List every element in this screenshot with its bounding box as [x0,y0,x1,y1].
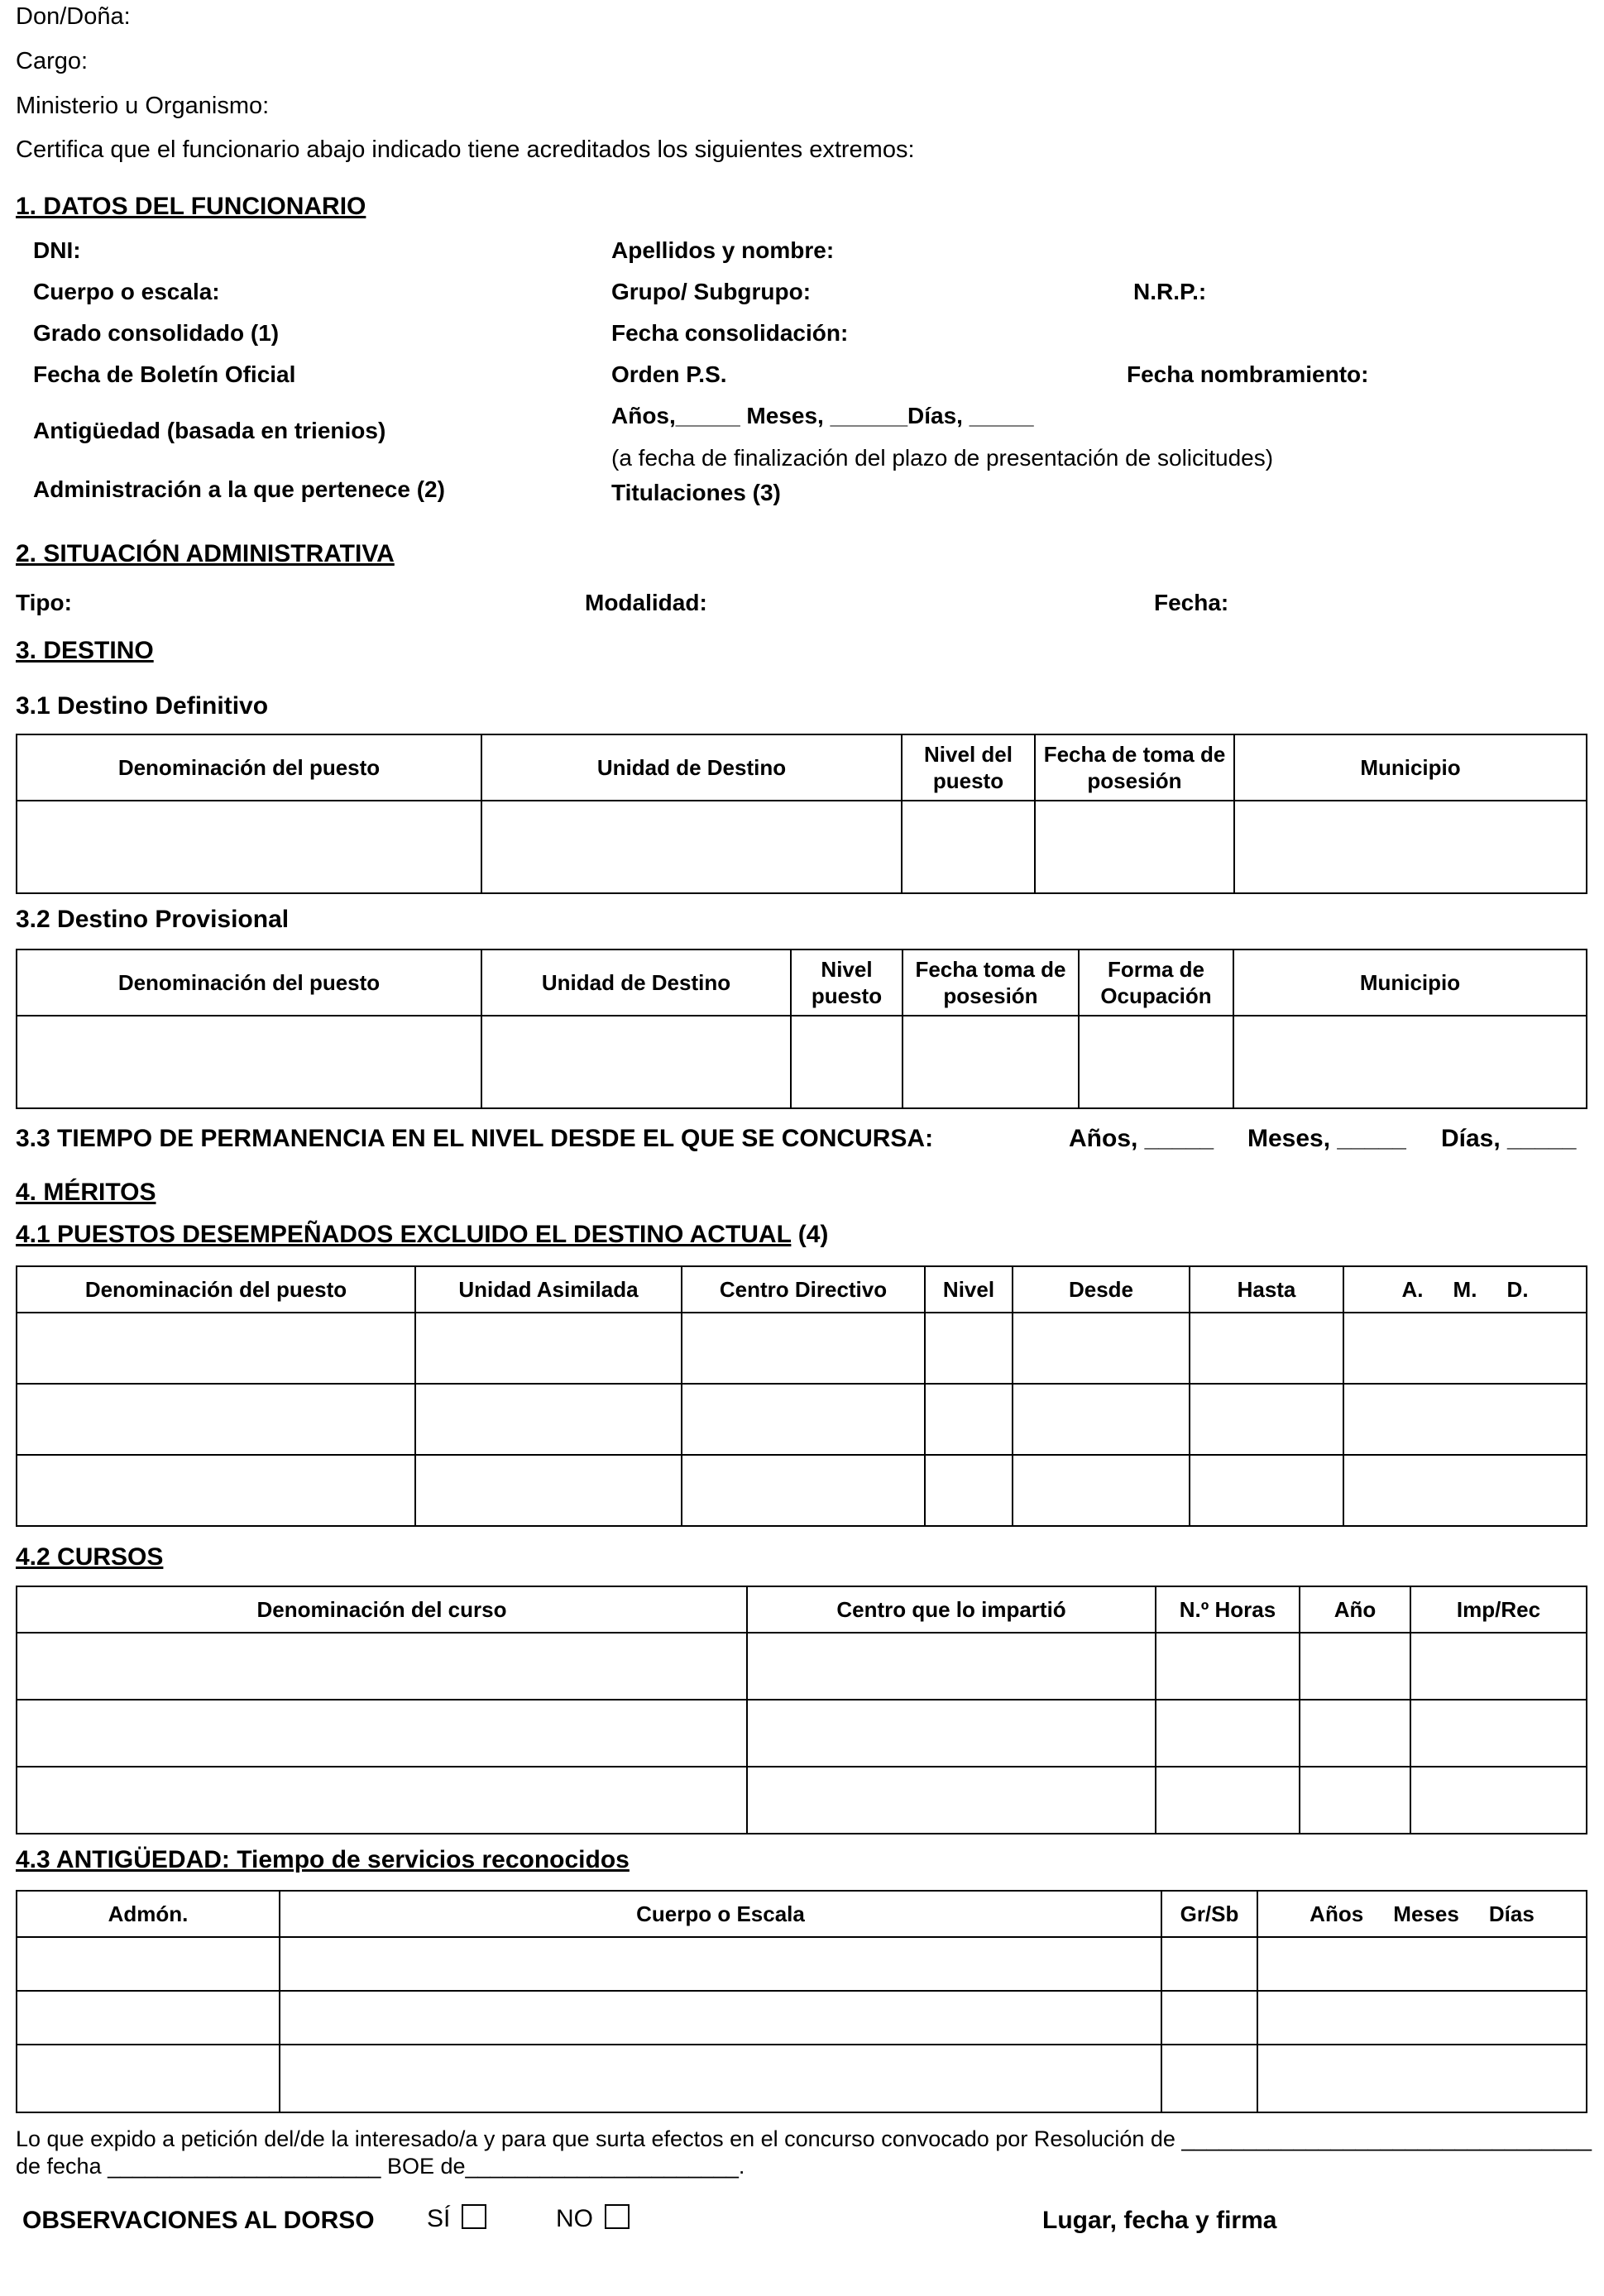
table-cell[interactable] [902,801,1035,893]
table-row [17,1455,1587,1526]
table-cell[interactable] [17,1937,280,1991]
section-43-title: 4.3 ANTIGÜEDAD: Tiempo de servicios reconocidos [16,1846,630,1873]
no-option[interactable] [556,2204,630,2233]
table-cell[interactable] [747,1767,1156,1834]
header-centro-directivo: Centro Directivo [682,1266,925,1313]
table-cell[interactable] [17,1700,747,1767]
table-cell[interactable] [791,1016,903,1108]
nota-fecha-text: (a fecha de finalización del plazo de presentación de solicitudes) [611,445,1274,471]
table-cell[interactable] [1300,1767,1410,1834]
header-fecha-toma: Fecha toma de posesión [903,949,1079,1016]
table-cell[interactable] [1257,2045,1587,2112]
table-cell[interactable] [1234,801,1587,893]
titulaciones-label: Titulaciones (3) [611,480,781,505]
table-row [17,1991,1587,2045]
header-unidad: Unidad de Destino [481,949,791,1016]
table-cell[interactable] [17,1384,415,1455]
don-dona-label: Don/Doña: [16,3,131,30]
table-row [17,1767,1587,1834]
grado-label: Grado consolidado (1) [33,320,280,346]
table-cell[interactable] [1257,1991,1587,2045]
table-cell[interactable] [1156,1767,1300,1834]
section-41-note: (4) [791,1221,829,1248]
destino-provisional-table [16,949,1587,1109]
no-label: NO [556,2205,593,2232]
table-row [17,1937,1587,1991]
expido-text-line2: de fecha ______________________ BOE de______________________. [16,2154,745,2179]
table-cell[interactable] [1161,1937,1257,1991]
antiguedad-table [16,1890,1587,2113]
table-cell[interactable] [1343,1455,1587,1526]
table-row [17,1700,1587,1767]
section-32-title: 3.2 Destino Provisional [16,906,290,933]
section-33-label: 3.3 TIEMPO DE PERMANENCIA EN EL NIVEL DESDE EL QUE SE CONCURSA: [16,1125,934,1152]
header-unidad: Unidad de Destino [481,734,902,801]
lugar-fecha-firma-label: Lugar, fecha y firma [1042,2207,1277,2234]
table-row [17,1016,1587,1108]
table-cell[interactable] [1190,1313,1343,1384]
table-row [17,2045,1587,2112]
section-31-title: 3.1 Destino Definitivo [16,692,269,720]
table-cell[interactable] [1300,1633,1410,1700]
table-cell[interactable] [747,1633,1156,1700]
header-amd: A. M. D. [1343,1266,1587,1313]
tipo-label: Tipo: [16,590,72,615]
table-cell[interactable] [1156,1633,1300,1700]
section-1-title: 1. DATOS DEL FUNCIONARIO [16,193,366,220]
header-admon: Admón. [17,1891,280,1937]
table-cell[interactable] [17,1455,415,1526]
header-nivel: Nivel [925,1266,1013,1313]
table-cell[interactable] [925,1455,1013,1526]
table-cell[interactable] [682,1455,925,1526]
table-cell[interactable] [280,2045,1161,2112]
si-checkbox[interactable] [462,2204,486,2229]
table-row [17,1384,1587,1455]
certifica-text: Certifica que el funcionario abajo indicado tiene acreditados los siguientes extremos: [16,136,915,163]
table-cell[interactable] [1410,1767,1587,1834]
table-cell[interactable] [925,1313,1013,1384]
header-forma-ocupacion: Forma de Ocupación [1079,949,1233,1016]
table-cell[interactable] [1300,1700,1410,1767]
observaciones-label: OBSERVACIONES AL DORSO [22,2207,375,2234]
header-centro: Centro que lo impartió [747,1586,1156,1633]
ministerio-label: Ministerio u Organismo: [16,93,270,119]
dni-label: DNI: [33,237,81,263]
table-cell[interactable] [1190,1384,1343,1455]
table-cell[interactable] [747,1700,1156,1767]
table-cell[interactable] [481,1016,791,1108]
header-desde: Desde [1013,1266,1190,1313]
header-nivel: Nivel del puesto [902,734,1035,801]
table-cell[interactable] [481,801,902,893]
si-label: SÍ [427,2205,451,2232]
header-anos-meses-dias: Años Meses Días [1257,1891,1587,1937]
table-cell[interactable] [17,1633,747,1700]
table-cell[interactable] [17,801,481,893]
table-cell[interactable] [415,1313,682,1384]
section-42-title: 4.2 CURSOS [16,1543,164,1571]
administracion-label: Administración a la que pertenece (2) [33,476,445,502]
no-checkbox[interactable] [605,2204,630,2229]
header-denominacion-curso: Denominación del curso [17,1586,747,1633]
table-cell[interactable] [1013,1313,1190,1384]
table-cell[interactable] [17,1313,415,1384]
header-cuerpo-escala: Cuerpo o Escala [280,1891,1161,1937]
cargo-label: Cargo: [16,48,89,74]
header-municipio: Municipio [1233,949,1587,1016]
permanencia-meses: Meses, _____ [1247,1125,1406,1152]
table-cell[interactable] [17,2045,280,2112]
header-municipio: Municipio [1234,734,1587,801]
grupo-label: Grupo/ Subgrupo: [611,279,812,304]
table-cell[interactable] [17,1016,481,1108]
permanencia-anos: Años, _____ [1069,1125,1214,1152]
puestos-desempenados-table [16,1265,1587,1527]
header-fecha-toma: Fecha de toma de posesión [1035,734,1234,801]
table-row [17,1313,1587,1384]
table-cell[interactable] [1343,1313,1587,1384]
table-cell[interactable] [682,1384,925,1455]
table-cell[interactable] [1161,2045,1257,2112]
table-cell[interactable] [1410,1633,1587,1700]
table-cell[interactable] [280,1991,1161,2045]
header-ano: Año [1300,1586,1410,1633]
table-cell[interactable] [17,1767,747,1834]
section-4-title: 4. MÉRITOS [16,1179,156,1206]
section-41-title [16,1221,828,1249]
anos-meses-dias-label: Años,_____ Meses, ______Días, _____ [611,403,1034,428]
table-cell[interactable] [925,1384,1013,1455]
table-cell[interactable] [1343,1384,1587,1455]
fecha-nombramiento-label: Fecha nombramiento: [1127,361,1369,387]
table-cell[interactable] [1410,1700,1587,1767]
destino-definitivo-table [16,734,1587,894]
orden-ps-label: Orden P.S. [611,361,727,387]
table-cell[interactable] [415,1384,682,1455]
table-cell[interactable] [1013,1455,1190,1526]
table-cell[interactable] [280,1937,1161,1991]
table-cell[interactable] [1079,1016,1233,1108]
apellidos-label: Apellidos y nombre: [611,237,835,263]
table-row [17,801,1587,893]
cuerpo-label: Cuerpo o escala: [33,279,220,304]
nrp-label: N.R.P.: [1133,279,1207,304]
table-cell[interactable] [1156,1700,1300,1767]
header-gr-sb: Gr/Sb [1161,1891,1257,1937]
header-denominacion: Denominación del puesto [17,734,481,801]
expido-text-line1: Lo que expido a petición del/de la interesado/a y para que surta efectos en el concurso convocado por Resolución de _________________________________ [16,2126,1592,2151]
header-unidad-asimilada: Unidad Asimilada [415,1266,682,1313]
table-cell[interactable] [682,1313,925,1384]
table-cell[interactable] [1161,1991,1257,2045]
table-cell[interactable] [1013,1384,1190,1455]
table-cell[interactable] [1190,1455,1343,1526]
table-cell[interactable] [17,1991,280,2045]
table-cell[interactable] [1233,1016,1587,1108]
header-denominacion: Denominación del puesto [17,1266,415,1313]
table-cell[interactable] [903,1016,1079,1108]
header-hasta: Hasta [1190,1266,1343,1313]
section-41-heading: 4.1 PUESTOS DESEMPEÑADOS EXCLUIDO EL DESTINO ACTUAL [16,1221,792,1248]
table-cell[interactable] [415,1455,682,1526]
si-option[interactable] [427,2204,486,2233]
section-2-title: 2. SITUACIÓN ADMINISTRATIVA [16,540,395,567]
header-imp-rec: Imp/Rec [1410,1586,1587,1633]
fecha-boletin-label: Fecha de Boletín Oficial [33,361,296,387]
cursos-table [16,1586,1587,1834]
antiguedad-label: Antigüedad (basada en trienios) [33,418,386,443]
table-cell[interactable] [1257,1937,1587,1991]
header-nivel: Nivel puesto [791,949,903,1016]
table-row [17,1633,1587,1700]
modalidad-label: Modalidad: [585,590,707,615]
fecha-consolidacion-label: Fecha consolidación: [611,320,849,346]
header-horas: N.º Horas [1156,1586,1300,1633]
section-3-title: 3. DESTINO [16,637,154,664]
table-cell[interactable] [1035,801,1234,893]
permanencia-dias: Días, _____ [1441,1125,1577,1152]
header-denominacion: Denominación del puesto [17,949,481,1016]
fecha-label: Fecha: [1154,590,1229,615]
